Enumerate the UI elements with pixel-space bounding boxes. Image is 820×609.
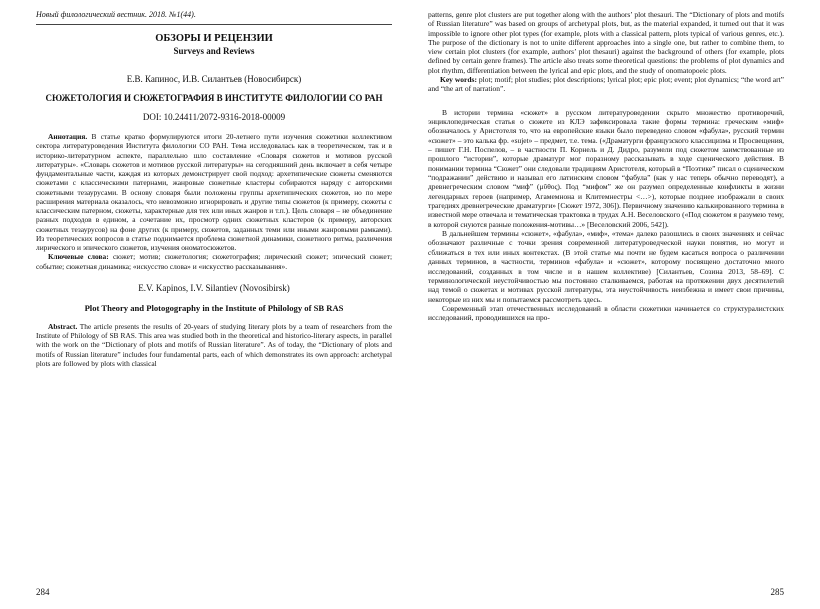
keywords-en-text: plot; motif; plot studies; plot descriptions; lyrical plot; epic plot; event; plot dynamics; “the word art” and “the art of narration”.: [428, 75, 785, 94]
header-rule: [36, 24, 392, 25]
body-paragraph-1: В истории термина «сюжет» в русском литературоведении скрыто множество противоречий, энциклопедическая статья о сюжете из КЛЭ зафиксировала такие формы термина: греческим «миф» обозначалось у Аристотеля то, что на европейские языки было переведено словом «фабула», русский термин «сюжет» – это калька фр. «sujet» – предмет, т.е. тема. («Драматурги французского классицизма и Просвещения, – пишет Г.Н. Поспелов, – в частности П. Корнель и Д. Дидро, разумели под сюжетом заимствованные из прошлого “истории”, которые драматург мог поразному рассказывать в ходе сценического действия. В понимании термина “Сюжет” они следовали традициям Аристотеля, который в “Поэтике” писал о сценическом “подражании” действию и называл его латинским словом “фабула” (как у нас теперь обычно переводят), а древнегреческим словом “миф” (μῦθος). Под “мифом” же он разумел определенные конфликты в жизни легендарных героев (например, Агамемнона и Клитемнестры <…>), которые позднее изображали в своих трагедиях древнегреческие драматурги» [Сюжет 1972, 306]). Первичному значению калькированного термина в известной мере отвечала и тематическая трактовка в трудах А.Н. Веселовского («Под сюжетом я разумею тему, в которой снуются разные положения-мотивы…» [Веселовский 2006, 542]).: [428, 107, 784, 229]
section-gap: [428, 94, 784, 108]
abstract-en-label: Abstract.: [48, 321, 78, 331]
right-page: [410, 0, 820, 609]
journal-header: Новый филологический вестник. 2018. №1(44).: [36, 10, 196, 19]
authors-en: E.V. Kapinos, I.V. Silantiev (Novosibirsk): [138, 282, 290, 293]
abstract-en-continued: [428, 10, 784, 94]
abstract-en-text: The article presents the results of 20-years of studying literary plots by a team of researchers from the Institute of Philology of SB RAS. This area was studied both in the theoretical and historico-literary aspects, in parallel with the work on the “Dictionary of plots and motifs of Russian literature”. As of today, the “Dictionary of plots and motifs of Russian literature” includes four fundamental parts, each of which demonstrates its own approach: archetypal plots are followed by plots with classical: [36, 321, 393, 368]
keywords-ru-label: Ключевые слова:: [48, 252, 109, 262]
abstract-ru-paragraph: [36, 132, 392, 252]
page-number-left: 284: [36, 587, 50, 597]
keywords-ru-text: сюжет; мотив; сюжетология; сюжетография; лирический сюжет; эпический сюжет; событие; сюжетная динамика; «искусство слова» и «искусство рассказывания».: [36, 252, 392, 271]
abstract-ru-text: В статье кратко формулируются итоги 20-летнего пути изучения сюжетики коллективом сектора литературоведения Института филологии СО РАН. Тема исследовалась как в теоретическом, так и в историко-литературном аспекте, параллельно шло составление «Словаря сюжетов и мотивов русской литературы». «Словарь сюжетов и мотивов русской литературы» на сегодняшний день включает в себя четыре фундаментальные части, каждая из которых демонстрирует свой подход: архетипические сюжеты сменяются сюжетами с классическими патернами, жанровые сюжетные кластеры собираются наряду с авторскими сюжетными тезаурусами. В основу словаря были положены группы архетипических сюжетов, но по мере расширения материала оказалось, что невозможно игнорировать и другие типы сюжетов (к примеру, сюжеты с классическим патерном, сюжеты, характерные для тех или иных жанров и т.п.). Цель словаря – не объединение разных подходов в едином, а сочетание их, просмотр одних сюжетных кластеров (к примеру, авторских сюжетных тезаурусов) на фоне других (к примеру, сюжетов, заданных теми или иными жанровыми рамками). Из теоретических вопросов в статье поднимается проблема сюжетной динамики, сюжетного ритма, различения лирического и эпического сюжетов, изучения ономатосюжетов.: [36, 132, 392, 252]
abstract-ru-label: Аннотация.: [48, 132, 88, 141]
keywords-en-label: Key words:: [440, 75, 477, 85]
article-title-ru: СЮЖЕТОЛОГИЯ И СЮЖЕТОГРАФИЯ В ИНСТИТУТЕ ФИЛОЛОГИИ СО РАН: [45, 93, 383, 103]
article-body: [428, 108, 784, 323]
abstract-en-cont-paragraph: patterns, genre plot clusters are put together along with the authors’ plot thesauri. The “Dictionary of plots and motifs of Russian literature” was based on groups of archetypal plots, but, as the material expanded, it turned out that it was impossible to ignore other plot types (for example, plots with a classical pattern, plots typical of various genres, etc.). The purpose of the dictionary is not to unite different approaches into a single one, but rather to combine them, to view certain plot clusters (for example, authors’ plot thesauri) against the background of others (for example, plots defined by certain genre frames). The article also treats some theoretical questions: the problems of plot dynamics and plot rhythm, differentiation between the lyrical and epic plots, and the study of onomatopoeic plots.: [428, 10, 784, 75]
keywords-ru-paragraph: [36, 252, 392, 271]
section-title: ОБЗОРЫ И РЕЦЕНЗИИ: [155, 33, 273, 44]
article-title-en: Plot Theory and Plotogography in the Institute of Philology of SB RAS: [84, 302, 344, 313]
body-paragraph-2: В дальнейшем термины «сюжет», «фабула», «миф», «тема» далеко разошлись в своих значениях и сейчас обозначают различные с точки зрения современной литературоведческой науки понятия, но могут и сближаться в тех или иных контекстах. (В этой статье мы почти не будем касаться вопроса о различении данных терминов, в частности, терминов «фабула» и «сюжет», которому посвящено достаточно много исследований, созданных в том числе и в нашем коллективе) [Силантьев, Созина 2013, 58–69]. С терминологической неустойчивостью мы постоянно сталкиваемся, работая на протяжении двух десятилетий над темой о сюжетах и мотивах русской литературы, эта неустойчивость неизбежна и имеет свои причины, некоторые из них мы и попытаемся рассмотреть здесь.: [428, 229, 784, 304]
doi: DOI: 10.24411/2072-9316-2018-00009: [142, 112, 286, 122]
abstract-ru: [36, 132, 392, 271]
page-number-right: 285: [770, 587, 784, 597]
abstract-en-paragraph: [36, 322, 392, 368]
abstract-en: [36, 322, 392, 368]
section-subtitle: Surveys and Reviews: [173, 46, 255, 56]
authors-ru: Е.В. Капинос, И.В. Силантьев (Новосибирск): [126, 74, 302, 84]
keywords-en-paragraph: [428, 75, 784, 94]
body-paragraph-3: Современный этап отечественных исследований в области сюжетики начинается со структуралистских исследований, проводившихся на про-: [428, 303, 784, 323]
